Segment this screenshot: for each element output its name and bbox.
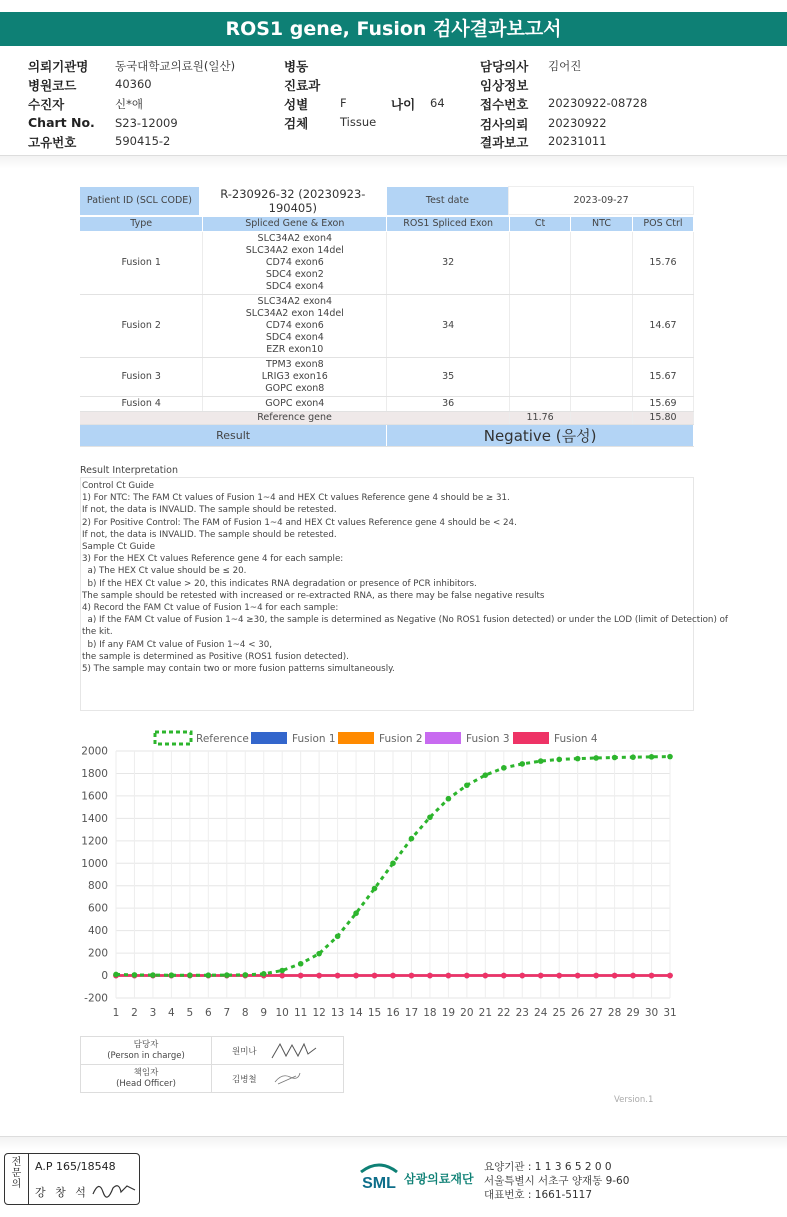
- data-point: [427, 973, 433, 979]
- reference-ntc: [571, 411, 633, 424]
- legend-swatch: [513, 732, 549, 744]
- data-point: [501, 765, 507, 771]
- data-point: [575, 973, 581, 979]
- data-point: [206, 972, 212, 978]
- legend-label: Fusion 4: [554, 733, 598, 745]
- person-in-charge-cell: [212, 1037, 344, 1065]
- receipt-value: 20230922-08728: [548, 96, 648, 110]
- result-value: Negative (음성): [387, 424, 694, 446]
- legend-label: Fusion 1: [292, 733, 336, 745]
- data-point: [150, 972, 156, 978]
- y-tick-label: 1200: [81, 835, 108, 848]
- data-point: [464, 782, 470, 788]
- legend-label: Fusion 3: [466, 733, 510, 745]
- data-point: [224, 972, 230, 978]
- y-tick-label: 1600: [81, 790, 108, 803]
- code-label: 병원코드: [28, 78, 77, 93]
- row-pos: 15.67: [633, 357, 694, 396]
- row-genes: SLC34A2 exon4 SLC34A2 exon 14del CD74 exon6 SDC4 exon4 EZR exon10: [203, 294, 387, 357]
- sex-value: F: [340, 96, 347, 110]
- row-ntc: [571, 294, 633, 357]
- legend-label: Reference: [196, 733, 249, 745]
- data-point: [242, 972, 248, 978]
- top-divider: [0, 155, 787, 169]
- interpretation-line: If not, the data is INVALID. The sample should be retested.: [82, 505, 337, 516]
- x-tick-label: 8: [241, 1007, 249, 1019]
- row-ct: [510, 294, 571, 357]
- stamp-name: 강 창 석: [35, 1186, 89, 1199]
- ward-label: 병동: [284, 59, 309, 74]
- row-genes: GOPC exon4: [203, 396, 387, 411]
- data-point: [464, 973, 470, 979]
- data-point: [390, 860, 396, 866]
- head-name: 김병철: [232, 1074, 257, 1085]
- result-row: [80, 424, 694, 446]
- row-pos: 14.67: [633, 294, 694, 357]
- data-point: [612, 973, 618, 979]
- data-point: [409, 973, 415, 979]
- patient-value: 신*애: [115, 97, 143, 111]
- interpretation-line: 4) Record the FAM Ct value of Fusion 1~4 for each sample:: [82, 603, 339, 614]
- col-ct: Ct: [510, 217, 571, 231]
- person-signature-icon: [270, 1040, 318, 1062]
- interpretation-box: [80, 477, 728, 711]
- interpretation-line: a) If the FAM Ct value of Fusion 1~4 ≥30, the sample is determined as Negative (No ROS1 fusion detected) or under the LOD (limit of Detection) of: [82, 615, 728, 626]
- data-point: [501, 973, 507, 979]
- y-tick-label: 200: [87, 947, 108, 960]
- reference-ct: 11.76: [510, 411, 571, 424]
- data-point: [612, 755, 618, 761]
- x-tick-label: 1: [112, 1007, 120, 1019]
- x-tick-label: 9: [260, 1007, 268, 1019]
- data-point: [353, 973, 359, 979]
- head-kr: 책임자: [133, 1067, 159, 1078]
- interpretation-line: a) The HEX Ct value should be ≤ 20.: [82, 566, 247, 577]
- x-tick-label: 21: [478, 1007, 493, 1019]
- x-tick-label: 27: [589, 1007, 603, 1019]
- head-en: (Head Officer): [116, 1078, 176, 1089]
- code-value: 40360: [115, 77, 152, 91]
- specialist-stamp: [4, 1153, 140, 1205]
- row-exon: 34: [387, 294, 510, 357]
- reference-label: Reference gene: [80, 411, 510, 424]
- chart-label: Chart No.: [28, 115, 95, 130]
- row-ct: [510, 231, 571, 294]
- x-tick-label: 2: [131, 1007, 138, 1019]
- y-tick-label: 400: [87, 925, 108, 938]
- x-tick-label: 4: [168, 1007, 175, 1019]
- hospital-label: 의뢰기관명: [28, 59, 89, 74]
- data-point: [316, 973, 322, 979]
- row-genes: SLC34A2 exon4 SLC34A2 exon 14del CD74 exon6 SDC4 exon2 SDC4 exon4: [203, 231, 387, 294]
- legend-label: Fusion 2: [379, 733, 423, 745]
- row-type: Fusion 4: [80, 396, 203, 411]
- x-tick-label: 16: [386, 1007, 400, 1019]
- data-point: [667, 973, 673, 979]
- org-line-2: 서울특별시 서초구 양재동 9-60: [484, 1175, 630, 1187]
- interpretation-line: b) If any FAM Ct value of Fusion 1~4 < 30,: [82, 639, 273, 650]
- person-en: (Person in charge): [107, 1050, 185, 1061]
- data-point: [372, 886, 378, 892]
- org-line-1: 요양기관 : 1 1 3 6 5 2 0 0: [484, 1161, 612, 1173]
- x-tick-label: 20: [460, 1007, 474, 1019]
- col-type: Type: [80, 217, 203, 231]
- data-point: [483, 772, 489, 778]
- result-label: Result: [80, 424, 387, 446]
- test-date-value: 2023-09-27: [509, 187, 694, 215]
- data-point: [113, 972, 119, 978]
- dept-label: 진료과: [284, 78, 321, 93]
- data-point: [556, 973, 562, 979]
- doctor-value: 김어진: [548, 59, 582, 73]
- x-tick-label: 3: [149, 1007, 157, 1019]
- sex-label: 성별: [284, 97, 309, 112]
- x-tick-label: 24: [534, 1007, 548, 1019]
- logo-text: SML: [362, 1175, 396, 1192]
- legend-swatch: [251, 732, 287, 744]
- doctor-label: 담당의사: [480, 59, 529, 74]
- x-tick-label: 17: [404, 1007, 419, 1019]
- x-tick-label: 15: [367, 1007, 382, 1019]
- legend-swatch: [338, 732, 374, 744]
- data-point: [630, 973, 636, 979]
- x-tick-label: 28: [607, 1007, 622, 1019]
- y-tick-label: 600: [87, 902, 108, 915]
- y-tick-label: 2000: [81, 745, 108, 758]
- data-point: [335, 973, 341, 979]
- data-point: [538, 973, 544, 979]
- specimen-label: 검체: [284, 116, 309, 131]
- result-table: [80, 217, 694, 447]
- row-ct: [510, 357, 571, 396]
- data-point: [538, 758, 544, 764]
- row-ntc: [571, 231, 633, 294]
- data-point: [649, 973, 655, 979]
- x-tick-label: 7: [223, 1007, 231, 1019]
- col-genes: Spliced Gene & Exon: [203, 217, 387, 231]
- data-point: [169, 972, 175, 978]
- x-tick-label: 31: [663, 1007, 677, 1019]
- data-point: [279, 968, 285, 974]
- data-point: [593, 755, 599, 761]
- data-point: [390, 973, 396, 979]
- data-point: [187, 972, 193, 978]
- interpretation-line: the kit.: [82, 627, 113, 638]
- stamp-license: A.P 165/18548: [35, 1160, 116, 1173]
- patient-id-row: [80, 186, 694, 215]
- interpretation-line: If not, the data is INVALID. The sample should be retested.: [82, 529, 337, 540]
- reference-pos: 15.80: [633, 411, 694, 424]
- data-point: [446, 796, 452, 802]
- version-label: Version.1: [614, 1095, 654, 1105]
- hospital-value: 동국대학교의료원(일산): [115, 59, 236, 73]
- x-tick-label: 30: [644, 1007, 659, 1019]
- table-row: [80, 396, 694, 411]
- stamp-signature-icon: [91, 1178, 137, 1200]
- x-tick-label: 5: [186, 1007, 194, 1019]
- sml-logo-icon: [357, 1158, 401, 1198]
- data-point: [575, 756, 581, 762]
- report-label: 결과보고: [480, 135, 529, 150]
- data-point: [261, 971, 267, 977]
- data-point: [279, 973, 285, 979]
- patient-label: 수진자: [28, 97, 65, 112]
- test-date-label: Test date: [387, 187, 509, 215]
- x-tick-label: 29: [626, 1007, 640, 1019]
- data-point: [519, 761, 525, 767]
- data-point: [483, 973, 489, 979]
- report-value: 20231011: [548, 134, 607, 148]
- interpretation-line: 1) For NTC: The FAM Ct values of Fusion 1~4 and HEX Ct values Reference gene 4 should be ≥ 31.: [82, 493, 510, 504]
- table-row: [80, 294, 694, 357]
- row-exon: 32: [387, 231, 510, 294]
- amplification-chart: [72, 724, 694, 1024]
- x-tick-label: 6: [204, 1007, 212, 1019]
- table-row: [80, 231, 694, 294]
- x-tick-label: 26: [570, 1007, 585, 1019]
- data-point: [335, 933, 341, 939]
- reference-row: [80, 411, 694, 424]
- data-point: [593, 973, 599, 979]
- row-exon: 36: [387, 396, 510, 411]
- interpretation-title: Result Interpretation: [80, 465, 178, 476]
- data-point: [630, 754, 636, 760]
- row-type: Fusion 3: [80, 357, 203, 396]
- data-point: [649, 754, 655, 760]
- data-point: [132, 972, 138, 978]
- interpretation-line: the sample is determined as Positive (ROS1 fusion detected).: [82, 651, 349, 662]
- patient-id-label: Patient ID (SCL CODE): [80, 187, 199, 215]
- interpretation-line: b) If the HEX Ct value > 20, this indicates RNA degradation or presence of PCR inhibitors.: [82, 578, 477, 589]
- data-point: [409, 836, 415, 842]
- org-name: 삼광의료재단: [404, 1172, 474, 1186]
- row-type: Fusion 1: [80, 231, 203, 294]
- interpretation-line: 3) For the HEX Ct values Reference gene 4 for each sample:: [82, 554, 344, 565]
- person-in-charge-label: [81, 1037, 212, 1065]
- col-exon: ROS1 Spliced Exon: [387, 217, 510, 231]
- interpretation-line: The sample should be retested with increased or re-extracted RNA, as there may be false negative results: [82, 590, 545, 601]
- col-ntc: NTC: [571, 217, 633, 231]
- x-tick-label: 25: [552, 1007, 566, 1019]
- y-tick-label: 1400: [81, 812, 108, 825]
- row-genes: TPM3 exon8 LRIG3 exon16 GOPC exon8: [203, 357, 387, 396]
- org-info: [484, 1160, 629, 1202]
- interpretation-line: Sample Ct Guide: [82, 542, 156, 553]
- row-exon: 35: [387, 357, 510, 396]
- report-header: [0, 54, 787, 150]
- age-value: 64: [430, 96, 445, 110]
- bottom-divider: [0, 1136, 787, 1150]
- legend-swatch: [155, 732, 191, 744]
- x-tick-label: 14: [349, 1007, 363, 1019]
- clinical-label: 임상정보: [480, 78, 529, 93]
- head-signature-icon: [272, 1069, 302, 1087]
- row-type: Fusion 2: [80, 294, 203, 357]
- x-tick-label: 23: [515, 1007, 529, 1019]
- y-tick-label: 0: [101, 970, 108, 983]
- data-point: [519, 973, 525, 979]
- data-point: [427, 814, 433, 820]
- request-label: 검사의뢰: [480, 117, 529, 132]
- signature-table: [80, 1036, 344, 1093]
- data-point: [316, 951, 322, 957]
- row-pos: 15.69: [633, 396, 694, 411]
- receipt-label: 접수번호: [480, 97, 529, 112]
- head-officer-cell: [212, 1065, 344, 1093]
- x-tick-label: 18: [423, 1007, 437, 1019]
- x-tick-label: 22: [497, 1007, 511, 1019]
- row-pos: 15.76: [633, 231, 694, 294]
- unique-value: 590415-2: [115, 134, 171, 148]
- unique-label: 고유번호: [28, 135, 77, 150]
- interpretation-line: 2) For Positive Control: The FAM of Fusion 1~4 and HEX Ct values Reference gene 4 should be < 24.: [82, 517, 517, 528]
- legend-swatch: [425, 732, 461, 744]
- data-point: [298, 973, 304, 979]
- x-tick-label: 19: [441, 1007, 456, 1019]
- age-label: 나이: [391, 97, 416, 112]
- data-point: [353, 910, 359, 916]
- person-name: 원미나: [232, 1046, 257, 1057]
- y-tick-label: 1800: [81, 767, 108, 780]
- report-title: ROS1 gene, Fusion 검사결과보고서: [0, 12, 787, 46]
- y-tick-label: 1000: [81, 857, 108, 870]
- x-tick-label: 13: [330, 1007, 345, 1019]
- org-line-3: 대표번호 : 1661-5117: [484, 1189, 593, 1201]
- x-tick-label: 12: [312, 1007, 326, 1019]
- table-row: [80, 357, 694, 396]
- person-kr: 담당자: [133, 1039, 159, 1050]
- x-tick-label: 10: [275, 1007, 289, 1019]
- interpretation-line: 5) The sample may contain two or more fusion patterns simultaneously.: [82, 664, 395, 675]
- data-point: [298, 961, 304, 967]
- data-point: [556, 757, 562, 763]
- chart-value: S23-12009: [115, 116, 178, 130]
- row-ntc: [571, 357, 633, 396]
- stamp-vertical: 전 문 의: [5, 1154, 29, 1204]
- patient-id-value: R-230926-32 (20230923-190405): [220, 186, 366, 215]
- head-officer-label: [81, 1065, 212, 1093]
- specimen-value: Tissue: [340, 115, 377, 129]
- data-point: [667, 754, 673, 760]
- y-tick-label: 800: [87, 880, 108, 893]
- row-ntc: [571, 396, 633, 411]
- interpretation-line: Control Ct Guide: [82, 481, 154, 491]
- request-value: 20230922: [548, 116, 607, 130]
- row-ct: [510, 396, 571, 411]
- x-tick-label: 11: [293, 1007, 308, 1019]
- data-point: [446, 973, 452, 979]
- data-point: [372, 973, 378, 979]
- col-pos: POS Ctrl: [633, 217, 694, 231]
- y-tick-label: -200: [84, 992, 108, 1005]
